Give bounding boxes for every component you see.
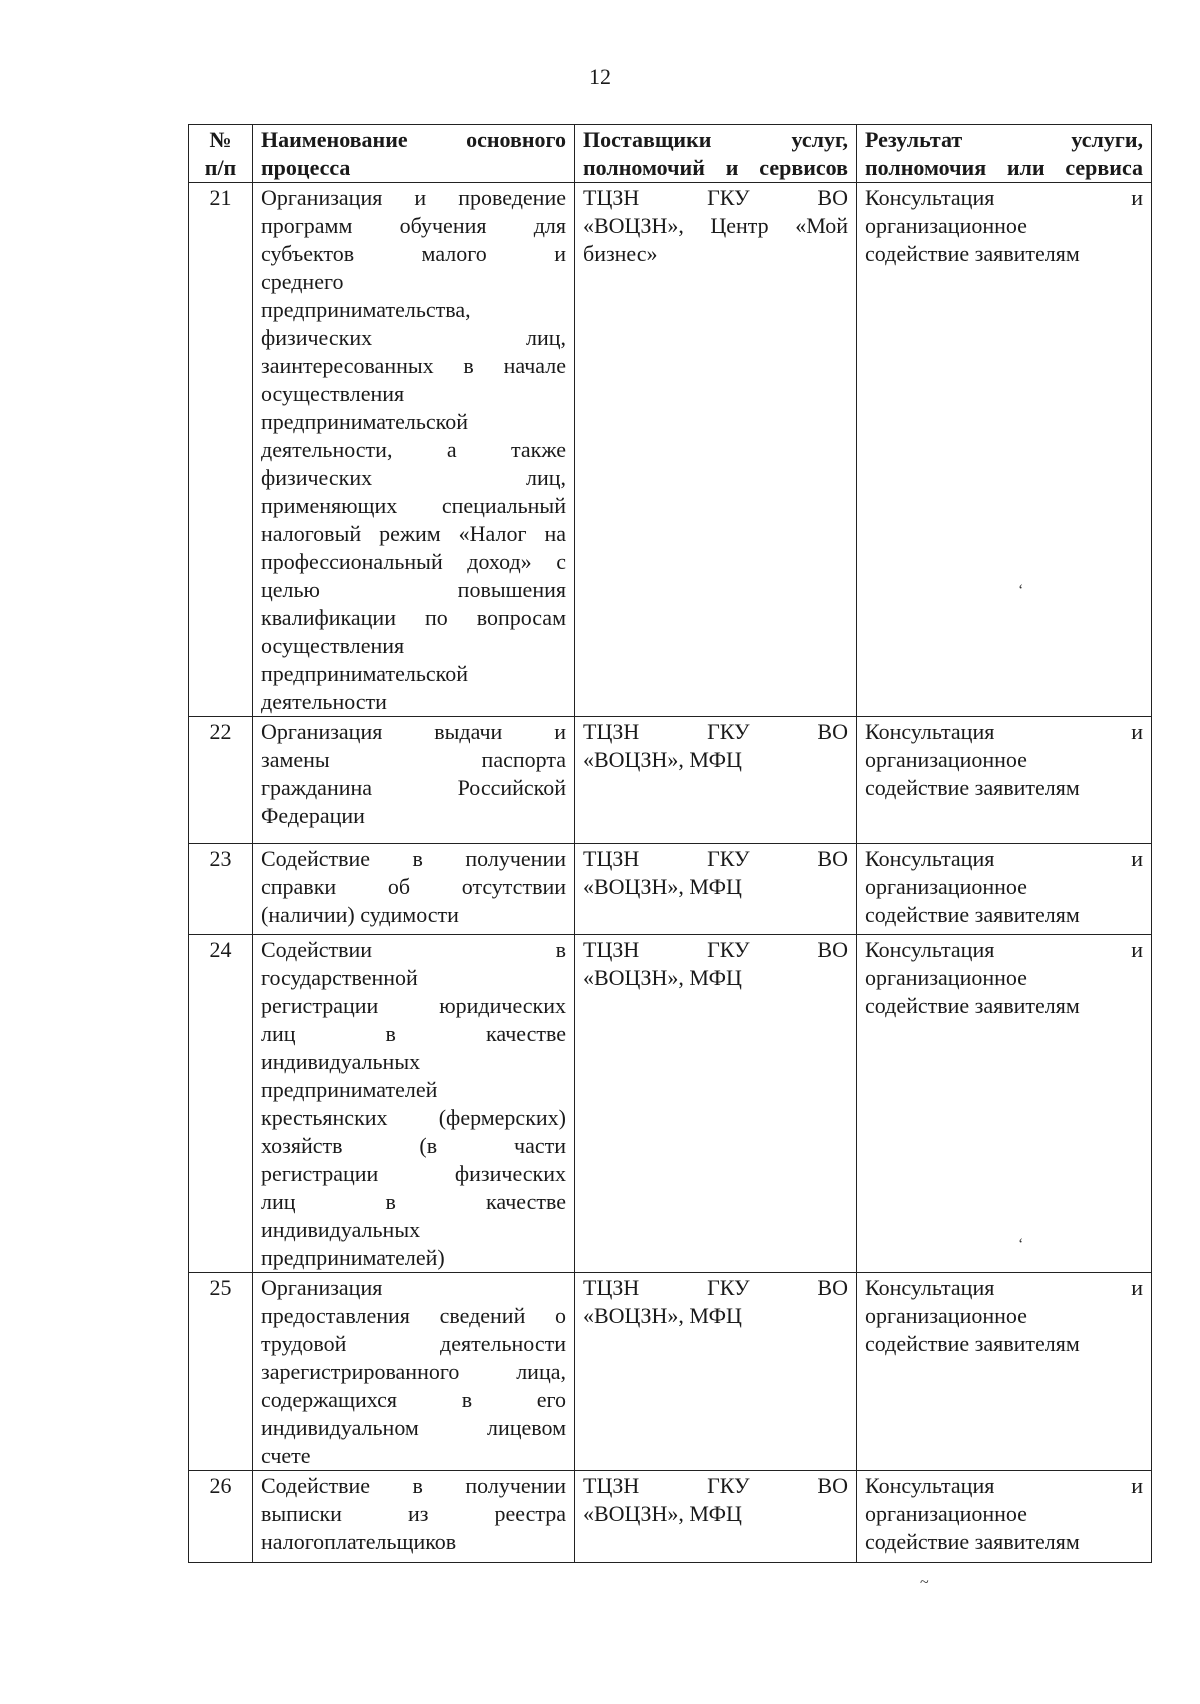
process-line: крестьянских (фермерских) <box>261 1105 566 1130</box>
cell-providers <box>575 844 857 935</box>
providers-line: ТЦЗН ГКУ ВО <box>583 719 848 744</box>
result-line: содействие заявителям <box>865 775 1080 800</box>
process-line: зарегистрированного лица, <box>261 1359 566 1384</box>
process-line: предпринимательской <box>261 409 469 434</box>
cell-result <box>857 717 1152 844</box>
header-num: № п/п <box>189 125 253 183</box>
providers-line: ТЦЗН ГКУ ВО <box>583 846 848 871</box>
providers-line: «ВОЦЗН», Центр «Мой <box>583 213 848 238</box>
cell-process <box>253 183 575 717</box>
result-line: организационное <box>865 874 1027 899</box>
table-row <box>189 844 1152 935</box>
row-number: 26 <box>189 1471 253 1563</box>
process-line: предпринимателей <box>261 1077 438 1102</box>
row-number: 25 <box>189 1273 253 1471</box>
process-line: субъектов малого и <box>261 241 566 266</box>
row-number: 21 <box>189 183 253 717</box>
cell-result <box>857 935 1152 1273</box>
table-row <box>189 183 1152 717</box>
process-line: предпринимательства, <box>261 297 471 322</box>
cell-result <box>857 1471 1152 1563</box>
process-line: выписки из реестра <box>261 1501 566 1526</box>
process-line: Содействие в получении <box>261 1473 566 1498</box>
table-row <box>189 717 1152 844</box>
providers-line: ТЦЗН ГКУ ВО <box>583 185 848 210</box>
result-line: содействие заявителям <box>865 993 1080 1018</box>
process-line: индивидуальных <box>261 1049 421 1074</box>
header-providers: Поставщики услуг, полномочий и сервисов <box>575 125 857 183</box>
providers-line: «ВОЦЗН», МФЦ <box>583 965 742 990</box>
providers-line: ТЦЗН ГКУ ВО <box>583 1473 848 1498</box>
process-line: гражданина Российской <box>261 775 566 800</box>
result-line: Консультация и <box>865 185 1143 210</box>
table-header-row <box>189 125 1152 183</box>
cell-providers <box>575 717 857 844</box>
cell-result <box>857 183 1152 717</box>
process-line: замены паспорта <box>261 747 566 772</box>
process-line: предпринимательской <box>261 661 469 686</box>
process-line: Федерации <box>261 803 365 828</box>
process-line: квалификации по вопросам <box>261 605 566 630</box>
row-number: 23 <box>189 844 253 935</box>
cell-providers <box>575 1273 857 1471</box>
process-line: справки об отсутствии <box>261 874 566 899</box>
result-line: организационное <box>865 747 1027 772</box>
process-line: физических лиц, <box>261 325 566 350</box>
table-body <box>189 183 1152 1563</box>
process-line: счете <box>261 1443 311 1468</box>
process-line: хозяйств (в части <box>261 1133 566 1158</box>
process-line: Организация <box>261 1275 383 1300</box>
header-result: Результат услуги, полномочия или сервиса <box>857 125 1152 183</box>
result-line: содействие заявителям <box>865 1529 1080 1554</box>
process-line: лиц в качестве <box>261 1021 566 1046</box>
cell-result <box>857 844 1152 935</box>
cell-result <box>857 1273 1152 1471</box>
cell-providers <box>575 935 857 1273</box>
result-line: содействие заявителям <box>865 1331 1080 1356</box>
process-line: профессиональный доход» с <box>261 549 566 574</box>
result-line: содействие заявителям <box>865 241 1080 266</box>
table-row <box>189 1471 1152 1563</box>
row-number: 22 <box>189 717 253 844</box>
process-line: Организация выдачи и <box>261 719 566 744</box>
process-line: целью повышения <box>261 577 566 602</box>
scan-mark: ‘ <box>1018 582 1024 599</box>
process-line: предоставления сведений о <box>261 1303 566 1328</box>
process-line: деятельности, а также <box>261 437 566 462</box>
result-line: Консультация и <box>865 846 1143 871</box>
providers-line: ТЦЗН ГКУ ВО <box>583 937 848 962</box>
process-line: программ обучения для <box>261 213 566 238</box>
process-line: Содействии в <box>261 937 566 962</box>
process-line: налоговый режим «Налог на <box>261 521 566 546</box>
page-number: 12 <box>589 64 611 89</box>
process-line: заинтересованных в начале <box>261 353 566 378</box>
cell-process <box>253 717 575 844</box>
result-line: организационное <box>865 1303 1027 1328</box>
services-table <box>188 124 1152 1563</box>
providers-line: «ВОЦЗН», МФЦ <box>583 1303 742 1328</box>
process-line: индивидуальных <box>261 1217 421 1242</box>
providers-line: «ВОЦЗН», МФЦ <box>583 747 742 772</box>
cell-process <box>253 935 575 1273</box>
process-line: Содействие в получении <box>261 846 566 871</box>
table-row <box>189 1273 1152 1471</box>
result-line: Консультация и <box>865 1275 1143 1300</box>
result-line: содействие заявителям <box>865 902 1080 927</box>
providers-line: «ВОЦЗН», МФЦ <box>583 1501 742 1526</box>
result-line: организационное <box>865 1501 1027 1526</box>
cell-process <box>253 844 575 935</box>
process-line: регистрации физических <box>261 1161 566 1186</box>
result-line: Консультация и <box>865 1473 1143 1498</box>
process-line: применяющих специальный <box>261 493 566 518</box>
process-line: предпринимателей) <box>261 1245 445 1270</box>
result-line: Консультация и <box>865 937 1143 962</box>
scan-mark: ~ <box>920 1574 929 1591</box>
process-line: лиц в качестве <box>261 1189 566 1214</box>
process-line: (наличии) судимости <box>261 902 459 927</box>
result-line: Консультация и <box>865 719 1143 744</box>
process-line: содержащихся в его <box>261 1387 566 1412</box>
result-line: организационное <box>865 965 1027 990</box>
cell-providers <box>575 1471 857 1563</box>
process-line: индивидуальном лицевом <box>261 1415 566 1440</box>
cell-process <box>253 1273 575 1471</box>
process-line: трудовой деятельности <box>261 1331 566 1356</box>
process-line: Организация и проведение <box>261 185 566 210</box>
process-line: регистрации юридических <box>261 993 566 1018</box>
process-line: государственной <box>261 965 418 990</box>
cell-providers <box>575 183 857 717</box>
providers-line: «ВОЦЗН», МФЦ <box>583 874 742 899</box>
cell-process <box>253 1471 575 1563</box>
scan-mark: ‘ <box>1018 1236 1024 1253</box>
process-line: деятельности <box>261 689 387 714</box>
header-process: Наименование основного процесса <box>253 125 575 183</box>
process-line: физических лиц, <box>261 465 566 490</box>
table-row <box>189 935 1152 1273</box>
providers-line: ТЦЗН ГКУ ВО <box>583 1275 848 1300</box>
process-line: среднего <box>261 269 344 294</box>
process-line: налогоплательщиков <box>261 1529 457 1554</box>
providers-line: бизнес» <box>583 241 658 266</box>
process-line: осуществления <box>261 633 405 658</box>
process-line: осуществления <box>261 381 405 406</box>
result-line: организационное <box>865 213 1027 238</box>
row-number: 24 <box>189 935 253 1273</box>
